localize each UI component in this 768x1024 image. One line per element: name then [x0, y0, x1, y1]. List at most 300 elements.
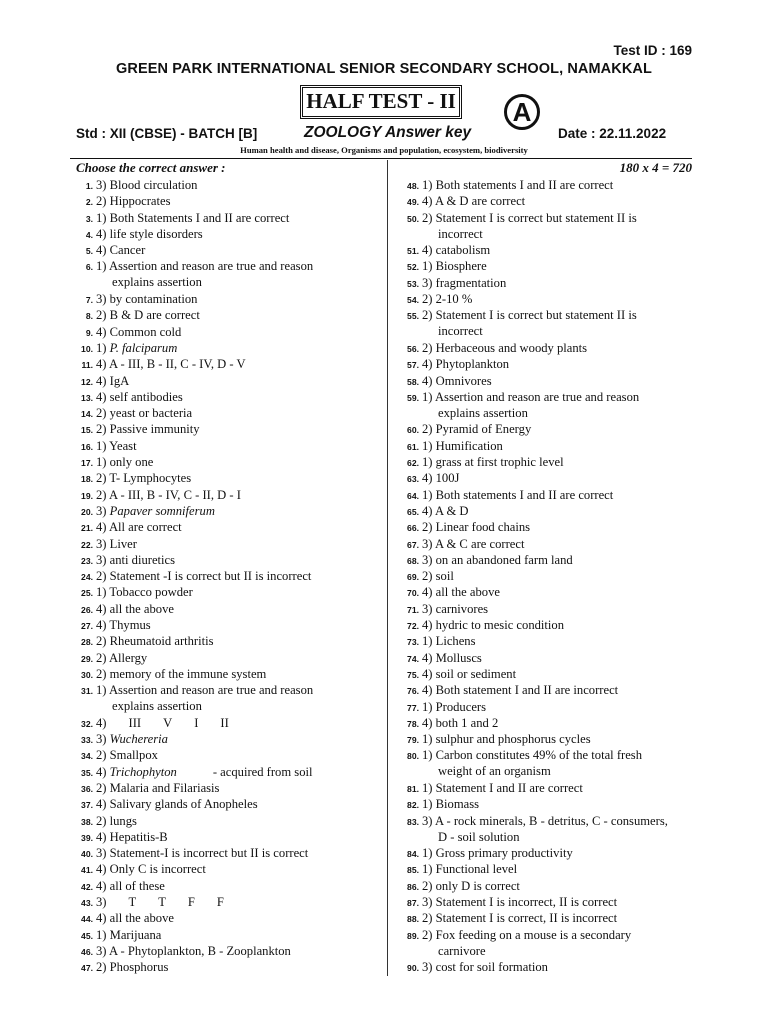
marks-total: 180 x 4 = 720	[619, 160, 692, 175]
answer-text	[422, 813, 698, 845]
answer-text	[422, 307, 698, 339]
question-number: 40.	[81, 849, 93, 860]
answer-item	[72, 324, 384, 340]
question-number: 39.	[81, 832, 93, 843]
answer-text	[96, 356, 384, 372]
answer-column-value: T	[158, 895, 166, 910]
question-number: 15.	[81, 425, 93, 436]
question-number: 30.	[81, 669, 93, 680]
answer-item	[398, 568, 698, 584]
question-number: 41.	[81, 865, 93, 876]
answer-item	[398, 470, 698, 486]
column-divider	[387, 160, 388, 976]
answer-item	[72, 910, 384, 926]
question-number: 45.	[81, 930, 93, 941]
answer-text	[422, 894, 698, 910]
answer-italic-term: Papaver somniferum	[109, 503, 215, 518]
answer-option: 4) all the above	[96, 911, 174, 926]
answer-text	[422, 878, 698, 894]
answer-item	[398, 340, 698, 356]
answer-text	[96, 454, 384, 470]
answer-text	[96, 389, 384, 405]
answer-option: 3) carnivores	[422, 601, 489, 616]
question-number: 63.	[407, 474, 419, 485]
question-number: 5.	[85, 246, 93, 257]
answer-text	[422, 177, 698, 193]
answer-text	[96, 405, 384, 421]
answer-option: 2) Malaria and Filariasis	[96, 780, 220, 795]
answer-text	[422, 536, 698, 552]
answer-text	[96, 731, 384, 747]
answer-option: 4) self antibodies	[96, 389, 183, 404]
question-number: 25.	[81, 588, 93, 599]
answer-column-value: III	[128, 715, 142, 730]
answer-item	[72, 177, 384, 193]
answer-item	[72, 731, 384, 747]
answer-column-value: II	[220, 715, 229, 730]
question-number: 32.	[81, 718, 93, 729]
answer-option: 2) T- Lymphocytes	[96, 471, 192, 486]
answer-text	[422, 650, 698, 666]
answer-option: 4) Only C is incorrect	[96, 862, 206, 877]
answer-option: 2) Phosphorus	[96, 960, 169, 975]
question-number: 62.	[407, 458, 419, 469]
answer-text	[422, 731, 698, 747]
answer-option: 3) Statement I is incorrect, II is correct	[422, 895, 618, 910]
answers-left-column	[72, 177, 384, 976]
answer-item	[398, 210, 698, 243]
exam-date: Date : 22.11.2022	[558, 126, 667, 141]
instruction: Choose the correct answer :	[76, 160, 226, 175]
question-number: 46.	[81, 946, 93, 957]
question-number: 87.	[407, 898, 419, 909]
question-number: 75.	[407, 669, 419, 680]
answer-item	[398, 356, 698, 372]
answer-item	[398, 519, 698, 535]
answer-item	[398, 601, 698, 617]
answer-column-value: F	[187, 895, 195, 910]
answer-column-value: T	[128, 895, 137, 910]
question-number: 65.	[407, 506, 419, 517]
question-number: 64.	[407, 490, 419, 501]
answer-option: 4) Common cold	[96, 324, 182, 339]
answer-item	[72, 405, 384, 421]
question-number: 61.	[407, 441, 419, 452]
question-number: 59.	[407, 392, 419, 403]
answer-item	[72, 356, 384, 372]
answer-option: 2) soil	[422, 569, 454, 584]
answer-item	[398, 633, 698, 649]
question-number: 21.	[81, 523, 93, 534]
question-number: 52.	[407, 262, 419, 273]
question-number: 72.	[407, 621, 419, 632]
answer-text	[96, 226, 384, 242]
question-number: 54.	[407, 295, 419, 306]
question-number: 58.	[407, 376, 419, 387]
question-number: 13.	[81, 392, 93, 403]
answer-text	[96, 780, 384, 796]
question-number: 26.	[81, 604, 93, 615]
question-number: 11.	[81, 360, 93, 371]
answers-right-column	[398, 177, 698, 976]
answer-option: 2) B & D are correct	[96, 308, 200, 323]
answer-text	[96, 177, 384, 193]
question-number: 29.	[81, 653, 93, 664]
answer-item	[398, 747, 698, 780]
answer-continuation: weight of an organism	[438, 764, 551, 779]
answer-text	[96, 861, 384, 877]
answer-text	[96, 519, 384, 535]
answer-item	[72, 601, 384, 617]
answer-option: 2) Allergy	[96, 650, 148, 665]
answer-text	[96, 813, 384, 829]
answer-item	[398, 552, 698, 568]
answer-text	[96, 943, 384, 959]
answer-text	[96, 438, 384, 454]
answer-item	[72, 894, 384, 910]
answer-text	[96, 927, 384, 943]
answer-item	[72, 617, 384, 633]
answer-option: 4) Salivary glands of Anopheles	[96, 797, 258, 812]
answer-option: 2) Statement I is correct, II is incorrect	[422, 911, 618, 926]
answer-text	[96, 682, 384, 714]
answer-text	[422, 601, 698, 617]
answer-item	[72, 927, 384, 943]
answer-item	[398, 193, 698, 209]
answer-option: 4) Phytoplankton	[422, 357, 510, 372]
answer-item	[398, 503, 698, 519]
answer-text	[96, 193, 384, 209]
answer-option: 3) A & C are correct	[422, 536, 525, 551]
answer-item	[72, 291, 384, 307]
question-number: 66.	[407, 523, 419, 534]
question-number: 19.	[81, 490, 93, 501]
answer-text	[422, 519, 698, 535]
answer-text	[96, 764, 384, 780]
answer-text	[422, 193, 698, 209]
question-number: 24.	[81, 572, 93, 583]
answer-item	[72, 226, 384, 242]
answer-text	[422, 568, 698, 584]
answer-option: 4) catabolism	[422, 243, 491, 258]
answer-item	[398, 454, 698, 470]
answer-option: 2) Herbaceous and woody plants	[422, 340, 588, 355]
answer-continuation: carnivore	[438, 943, 486, 958]
question-number: 89.	[407, 930, 419, 941]
answer-text	[422, 242, 698, 258]
answer-option: 4) both 1 and 2	[422, 715, 499, 730]
answer-text	[422, 210, 698, 242]
answer-item	[398, 894, 698, 910]
answer-item	[72, 845, 384, 861]
answer-text	[422, 796, 698, 812]
answer-text	[422, 861, 698, 877]
answer-item	[72, 373, 384, 389]
answer-option: 2) Pyramid of Energy	[422, 422, 532, 437]
answer-option: 4) Thymus	[96, 618, 151, 633]
answer-item	[398, 780, 698, 796]
answer-text	[422, 617, 698, 633]
answer-option: 4) All are correct	[96, 520, 182, 535]
answer-text	[96, 829, 384, 845]
answer-item	[72, 584, 384, 600]
answer-option: 1) Carbon constitutes 49% of the total fresh	[422, 748, 642, 763]
answer-text	[96, 796, 384, 812]
answer-text	[96, 470, 384, 486]
answer-item	[72, 389, 384, 405]
answer-column-value: F	[216, 895, 224, 910]
answer-option: 1) Assertion and reason are true and reason	[422, 389, 640, 404]
answer-option: 1) Humification	[422, 438, 503, 453]
answer-option: 1) Gross primary productivity	[422, 846, 573, 861]
answer-option: 4) A - III, B - II, C - IV, D - V	[96, 357, 246, 372]
answer-item	[72, 650, 384, 666]
answer-option: 1) Assertion and reason are true and reason	[96, 683, 314, 698]
answer-option: 1) Yeast	[96, 438, 137, 453]
answer-option: 1) Biomass	[422, 797, 480, 812]
answer-option: 2) Statement I is correct but statement II is	[422, 210, 637, 225]
question-number: 57.	[407, 360, 419, 371]
question-number: 27.	[81, 621, 93, 632]
answer-option: 1) Statement I and II are correct	[422, 780, 583, 795]
answer-text	[422, 682, 698, 698]
answer-text	[96, 242, 384, 258]
answer-item	[72, 780, 384, 796]
answer-item	[72, 813, 384, 829]
question-number: 56.	[407, 343, 419, 354]
answer-item	[398, 536, 698, 552]
topics-line: Human health and disease, Organisms and population, ecosystem, biodiversity	[240, 145, 528, 155]
answer-item	[72, 487, 384, 503]
answer-item	[72, 438, 384, 454]
answer-text	[422, 373, 698, 389]
answer-item	[72, 764, 384, 780]
answer-text	[422, 845, 698, 861]
answer-item	[398, 666, 698, 682]
answer-text	[96, 617, 384, 633]
answer-text	[96, 633, 384, 649]
question-number: 48.	[407, 181, 419, 191]
answer-note: - acquired from soil	[212, 764, 313, 779]
question-number: 8.	[85, 311, 93, 322]
question-number: 76.	[407, 686, 419, 697]
answer-item	[398, 275, 698, 291]
answer-item	[398, 291, 698, 307]
answer-option: 4)	[96, 715, 107, 730]
question-number: 85.	[407, 865, 419, 876]
answer-continuation: D - soil solution	[438, 829, 520, 844]
answer-item	[398, 878, 698, 894]
answer-item	[72, 747, 384, 763]
answer-option: 4) Both statement I and II are incorrect	[422, 683, 619, 698]
answer-item	[398, 487, 698, 503]
answer-text	[96, 536, 384, 552]
question-number: 2.	[85, 197, 93, 208]
answer-option: 4) hydric to mesic condition	[422, 618, 564, 633]
answer-item	[398, 959, 698, 975]
answer-item	[72, 682, 384, 715]
question-number: 36.	[81, 783, 93, 794]
answer-item	[72, 242, 384, 258]
answer-text	[96, 552, 384, 568]
answer-option: 2) Statement -I is correct but II is incorrect	[96, 569, 312, 584]
answer-item	[72, 861, 384, 877]
question-number: 70.	[407, 588, 419, 599]
question-number: 18.	[81, 474, 93, 485]
question-number: 68.	[407, 555, 419, 566]
answer-option: 2) yeast or bacteria	[96, 406, 193, 421]
answer-item	[398, 845, 698, 861]
answer-text	[422, 470, 698, 486]
answer-text	[96, 666, 384, 682]
answer-item	[72, 552, 384, 568]
answer-item	[72, 878, 384, 894]
question-number: 81.	[407, 783, 419, 794]
question-number: 22.	[81, 539, 93, 550]
answer-text	[422, 389, 698, 421]
answer-text	[422, 633, 698, 649]
answer-option: 2) A - III, B - IV, C - II, D - I	[96, 487, 241, 502]
question-number: 42.	[81, 881, 93, 892]
answer-option: 4) soil or sediment	[422, 666, 517, 681]
answer-item	[72, 503, 384, 519]
answer-option: 4) Omnivores	[422, 373, 492, 388]
answer-option: 1) Marijuana	[96, 927, 162, 942]
answer-option: 3)	[96, 503, 107, 518]
answer-option: 1) Biosphere	[422, 259, 487, 274]
question-number: 12.	[81, 376, 93, 387]
answer-option: 3) Statement-I is incorrect but II is correct	[96, 846, 309, 861]
question-number: 35.	[81, 767, 93, 778]
answer-option: 2) Linear food chains	[422, 520, 531, 535]
answer-option: 2) Smallpox	[96, 748, 158, 763]
answer-continuation: incorrect	[438, 324, 483, 339]
question-number: 82.	[407, 800, 419, 811]
answer-option: 1) Both statements I and II are correct	[422, 178, 614, 192]
answer-item	[398, 373, 698, 389]
answer-text	[422, 699, 698, 715]
answer-text	[422, 552, 698, 568]
answer-text	[96, 210, 384, 226]
question-number: 23.	[81, 555, 93, 566]
answer-text	[96, 307, 384, 323]
answer-text	[422, 258, 698, 274]
answer-text	[422, 291, 698, 307]
question-number: 38.	[81, 816, 93, 827]
answer-text	[96, 258, 384, 290]
answer-item	[398, 307, 698, 340]
question-number: 51.	[407, 246, 419, 257]
answer-text	[422, 503, 698, 519]
answer-text	[422, 454, 698, 470]
std-batch: Std : XII (CBSE) - BATCH [B]	[76, 126, 258, 141]
answer-text	[422, 666, 698, 682]
question-number: 34.	[81, 751, 93, 762]
answer-continuation: incorrect	[438, 226, 483, 241]
answer-text	[422, 780, 698, 796]
answer-option: 3) A - Phytoplankton, B - Zooplankton	[96, 943, 291, 958]
question-number: 84.	[407, 849, 419, 860]
answer-option: 1) Tobacco powder	[96, 585, 193, 600]
answer-text	[96, 650, 384, 666]
question-number: 60.	[407, 425, 419, 436]
question-number: 80.	[407, 751, 419, 762]
answer-item	[72, 340, 384, 356]
answer-option: 3) cost for soil formation	[422, 960, 548, 975]
answer-item	[398, 438, 698, 454]
answer-option: 1) only one	[96, 455, 154, 470]
answer-option: 1) Both Statements I and II are correct	[96, 210, 290, 225]
answer-item	[72, 829, 384, 845]
answer-item	[72, 470, 384, 486]
answer-item	[72, 943, 384, 959]
answer-item	[72, 258, 384, 291]
answer-option: 2) lungs	[96, 813, 137, 828]
answer-text	[96, 291, 384, 307]
answer-item	[398, 258, 698, 274]
answer-italic-term: Wuchereria	[109, 732, 168, 747]
answer-text	[96, 894, 384, 910]
answer-item	[398, 715, 698, 731]
answer-option: 2) Statement I is correct but statement II is	[422, 308, 637, 323]
answer-option: 1) Functional level	[422, 862, 518, 877]
answer-option: 3) by contamination	[96, 292, 198, 307]
answer-column-value: I	[194, 715, 199, 730]
answer-item	[398, 910, 698, 926]
answer-option: 4)	[96, 764, 107, 779]
answer-item	[72, 568, 384, 584]
answer-text	[96, 910, 384, 926]
question-number: 77.	[407, 702, 419, 713]
answer-option: 1) Assertion and reason are true and reason	[96, 259, 314, 274]
question-number: 3.	[85, 213, 93, 224]
answer-item	[398, 861, 698, 877]
answer-item	[72, 666, 384, 682]
answer-continuation: explains assertion	[112, 275, 202, 290]
answer-text	[422, 747, 698, 779]
question-number: 20.	[81, 506, 93, 517]
answer-option: 3)	[96, 732, 107, 747]
answer-item	[398, 177, 698, 193]
question-number: 9.	[85, 327, 93, 338]
answer-option: 4) 100J	[422, 471, 460, 486]
answer-option: 2) only D is correct	[422, 878, 520, 893]
question-number: 71.	[407, 604, 419, 615]
answer-text	[96, 421, 384, 437]
answer-item	[72, 210, 384, 226]
answer-item	[72, 715, 384, 731]
answer-text	[96, 324, 384, 340]
answer-text	[96, 487, 384, 503]
question-number: 28.	[81, 637, 93, 648]
test-title: HALF TEST - II	[300, 85, 462, 119]
answer-item	[398, 421, 698, 437]
answer-item	[398, 584, 698, 600]
answer-option: 4) A & D	[422, 503, 469, 518]
school-name: GREEN PARK INTERNATIONAL SENIOR SECONDARY SCHOOL, NAMAKKAL	[116, 61, 652, 77]
answer-option: 2) Hippocrates	[96, 194, 171, 209]
answer-option: 3) anti diuretics	[96, 552, 176, 567]
question-number: 43.	[81, 898, 93, 909]
question-number: 86.	[407, 881, 419, 892]
answer-item	[398, 650, 698, 666]
answer-item	[72, 454, 384, 470]
answer-text	[96, 878, 384, 894]
question-number: 47.	[81, 963, 93, 974]
question-number: 83.	[407, 816, 419, 827]
answer-item	[398, 813, 698, 846]
answer-option: 4) all the above	[96, 601, 174, 616]
